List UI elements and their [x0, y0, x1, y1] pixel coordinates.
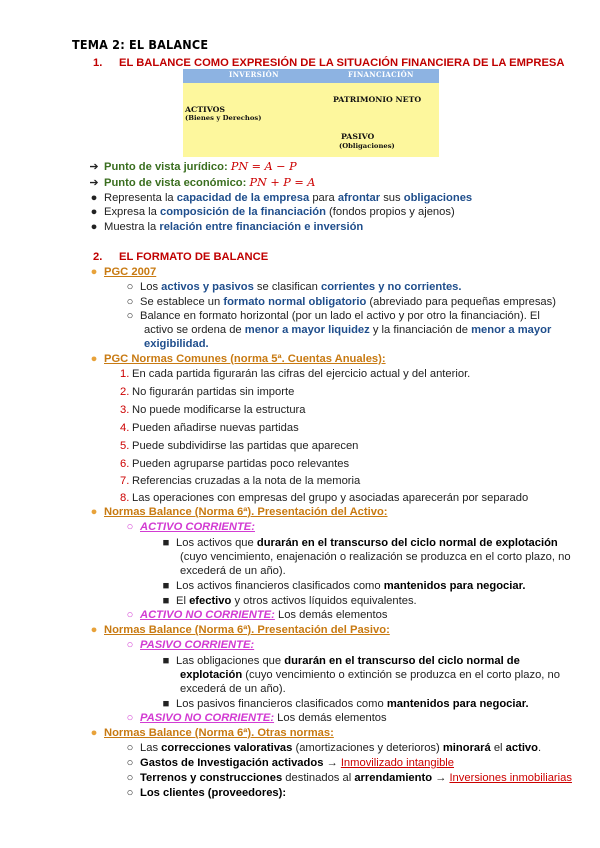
- otras-normas-heading: [84, 726, 334, 740]
- formula: PN + P = A: [249, 176, 316, 189]
- bullet-dot-icon: ●: [90, 727, 98, 739]
- page-title: TEMA 2: EL BALANCE: [72, 37, 209, 52]
- circle-bullet-icon: ○: [126, 772, 134, 784]
- arrow-icon: →: [323, 757, 341, 769]
- label-activos-sub: (Bienes y Derechos): [185, 114, 262, 122]
- bullet-capacidad: [84, 191, 472, 205]
- text: Los activos que: [176, 537, 257, 549]
- bullet-dot-icon: ●: [90, 221, 98, 233]
- text: y la financiación de: [369, 324, 472, 336]
- balance-figure: [183, 69, 439, 157]
- col-inversion: INVERSIÓN: [229, 70, 279, 79]
- text: Inversiones inmobiliarias: [449, 772, 572, 784]
- label-patrimonio-neto: PATRIMONIO NETO: [333, 95, 422, 104]
- text: durarán en el transcurso del ciclo normal de: [284, 655, 520, 667]
- normas-comunes-item: [120, 474, 360, 488]
- square-bullet-icon: ■: [162, 595, 170, 607]
- bullet-dot-icon: ●: [90, 353, 98, 365]
- arrow-icon: →: [432, 772, 450, 784]
- text: .: [538, 742, 542, 754]
- activo-corriente-item-1-line-3: excederá de un año).: [180, 565, 286, 577]
- circle-bullet-icon: ○: [126, 296, 134, 308]
- otras-normas-label: Normas Balance (Norma 6ª). Otras normas:: [104, 727, 334, 739]
- text: (fondos propios y ajenos): [325, 206, 455, 218]
- pgc2007-item-3-line-3: exigibilidad.: [144, 338, 209, 350]
- balance-figure-header: [183, 69, 439, 83]
- text: Los pasivos financieros clasificados como: [176, 698, 387, 710]
- normas-comunes-item: [120, 439, 358, 453]
- text: para: [309, 192, 338, 204]
- text: mantenidos para negociar.: [383, 580, 526, 592]
- text: El: [176, 595, 190, 607]
- activo-no-corriente: [120, 608, 387, 622]
- activo-corriente-item-1: [156, 536, 558, 550]
- text: sus: [380, 192, 404, 204]
- bullet-juridico: [84, 160, 297, 174]
- text: Inmovilizado intangible: [340, 757, 455, 769]
- pgc2007-heading: [84, 265, 156, 279]
- label-activos: ACTIVOS: [185, 105, 226, 114]
- activo-corriente-heading: [120, 520, 255, 534]
- text: arrendamiento: [354, 772, 433, 784]
- otras-item-4: [120, 786, 286, 800]
- pasivo-heading: [84, 623, 390, 637]
- bullet-dot-icon: ●: [90, 506, 98, 518]
- item-text: No figurarán partidas sin importe: [132, 386, 295, 398]
- item-number: 6.: [120, 458, 130, 470]
- section-2-heading: [93, 250, 268, 264]
- circle-bullet-icon: ○: [126, 742, 134, 754]
- square-bullet-icon: ■: [162, 655, 170, 667]
- item-text: Pueden añadirse nuevas partidas: [132, 422, 299, 434]
- activo-corriente-label: ACTIVO CORRIENTE:: [140, 521, 255, 533]
- item-text: Pueden agruparse partidas poco relevantes: [132, 458, 350, 470]
- activo-corriente-item-2: [156, 579, 525, 593]
- text: menor a mayor: [471, 324, 552, 336]
- otras-item-2: [120, 756, 454, 770]
- item-number: 5.: [120, 440, 130, 452]
- circle-bullet-icon: ○: [126, 281, 134, 293]
- text: composición de la financiación: [159, 206, 326, 218]
- normas-comunes-item: [120, 457, 349, 471]
- label-pasivo-sub: (Obligaciones): [339, 142, 395, 150]
- circle-bullet-icon: ○: [126, 609, 134, 621]
- label-pasivo: PASIVO: [341, 132, 375, 141]
- text: Terrenos y construcciones: [140, 772, 283, 784]
- text: activo se ordena de: [144, 324, 245, 336]
- item-number: 3.: [120, 404, 130, 416]
- text: Los: [140, 281, 162, 293]
- text: efectivo: [189, 595, 232, 607]
- text: se clasifican: [253, 281, 321, 293]
- item-text: Puede subdividirse las partidas que aparecen: [132, 440, 359, 452]
- circle-bullet-icon: ○: [126, 521, 134, 533]
- text: menor a mayor liquidez: [244, 324, 370, 336]
- square-bullet-icon: ■: [162, 537, 170, 549]
- normas-comunes-item: [120, 491, 528, 505]
- otras-item-3: [120, 771, 572, 785]
- pasivo-corriente-item-2: [156, 697, 529, 711]
- circle-bullet-icon: ○: [126, 310, 134, 322]
- text: Expresa la: [104, 206, 160, 218]
- square-bullet-icon: ■: [162, 580, 170, 592]
- circle-bullet-icon: ○: [126, 787, 134, 799]
- pasivo-no-corriente: [120, 711, 387, 725]
- text: relación entre financiación e inversión: [159, 221, 364, 233]
- bullet-composicion: [84, 205, 455, 219]
- pasivo-corriente-label: PASIVO CORRIENTE:: [140, 639, 255, 651]
- text: durarán en el transcurso del ciclo normal de explotación: [256, 537, 558, 549]
- normas-comunes-item: [120, 421, 299, 435]
- circle-bullet-icon: ○: [126, 712, 134, 724]
- pasivo-corriente-heading: [120, 638, 254, 652]
- text: Los clientes (proveedores):: [140, 787, 287, 799]
- arrow-icon: ➔: [89, 161, 99, 173]
- text: activo: [505, 742, 538, 754]
- otras-item-1: [120, 741, 541, 755]
- section-2-title: EL FORMATO DE BALANCE: [119, 251, 269, 263]
- pasivo-corriente-item-1: [156, 654, 520, 668]
- bullet-dot-icon: ●: [90, 206, 98, 218]
- square-bullet-icon: ■: [162, 698, 170, 710]
- text: afrontar: [337, 192, 381, 204]
- text: (abreviado para pequeñas empresas): [366, 296, 556, 308]
- pgc2007-item-1: [120, 280, 462, 294]
- section-2-number: 2.: [93, 251, 103, 263]
- text: activos y pasivos: [161, 281, 254, 293]
- normas-comunes-label: PGC Normas Comunes (norma 5ª. Cuentas Anuales):: [104, 353, 386, 365]
- text: Los demás elementos: [274, 609, 388, 621]
- text: el: [490, 742, 506, 754]
- pgc2007-item-2: [120, 295, 556, 309]
- section-1-title: EL BALANCE COMO EXPRESIÓN DE LA SITUACIÓN FINANCIERA DE LA EMPRESA: [119, 57, 565, 69]
- bullet-lead: Punto de vista económico:: [104, 177, 247, 189]
- text: corrientes y no corrientes.: [320, 281, 462, 293]
- text: Se establece un: [140, 296, 224, 308]
- bullet-dot-icon: ●: [90, 192, 98, 204]
- text: Balance en formato horizontal (por un lado el activo y por otro la financiación). El: [140, 310, 540, 322]
- text: (cuyo vencimiento o extinción se produzca en el corto plazo, no: [242, 669, 560, 681]
- item-text: No puede modificarse la estructura: [132, 404, 306, 416]
- section-1-number: 1.: [93, 57, 103, 69]
- text: Las: [140, 742, 162, 754]
- normas-comunes-item: [120, 403, 306, 417]
- activo-corriente-item-3: [156, 594, 417, 608]
- arrow-icon: ➔: [89, 177, 99, 189]
- text: (amortizaciones y deterioros): [292, 742, 443, 754]
- text: Los demás elementos: [274, 712, 387, 724]
- formula: PN = A − P: [230, 160, 297, 173]
- pgc2007-label: PGC 2007: [104, 266, 157, 278]
- text: y otros activos líquidos equivalentes.: [231, 595, 417, 607]
- text: obligaciones: [403, 192, 473, 204]
- bullet-lead: Punto de vista jurídico:: [104, 161, 228, 173]
- pgc2007-item-3-line-2: [144, 323, 551, 337]
- pasivo-corriente-item-1-line-3: excederá de un año).: [180, 683, 286, 695]
- item-number: 1.: [120, 368, 130, 380]
- activo-no-corriente-label: ACTIVO NO CORRIENTE:: [140, 609, 275, 621]
- text: Los activos financieros clasificados como: [176, 580, 384, 592]
- text: Representa la: [104, 192, 177, 204]
- normas-comunes-item: [120, 385, 294, 399]
- text: Muestra la: [104, 221, 160, 233]
- activo-label: Normas Balance (Norma 6ª). Presentación del Activo:: [104, 506, 388, 518]
- text: capacidad de la empresa: [176, 192, 310, 204]
- text: Gastos de Investigación activados: [140, 757, 324, 769]
- item-number: 7.: [120, 475, 130, 487]
- activo-heading: [84, 505, 388, 519]
- text: minorará: [442, 742, 491, 754]
- bullet-relacion: [84, 220, 363, 234]
- item-text: Las operaciones con empresas del grupo y asociadas aparecerán por separado: [132, 492, 529, 504]
- pasivo-no-corriente-label: PASIVO NO CORRIENTE:: [140, 712, 275, 724]
- pgc2007-item-3: [120, 309, 540, 323]
- text: mantenidos para negociar.: [386, 698, 529, 710]
- item-number: 4.: [120, 422, 130, 434]
- pasivo-label: Normas Balance (Norma 6ª). Presentación del Pasivo:: [104, 624, 390, 636]
- pasivo-corriente-item-1-line-2: [180, 668, 560, 682]
- item-number: 8.: [120, 492, 130, 504]
- item-number: 2.: [120, 386, 130, 398]
- circle-bullet-icon: ○: [126, 757, 134, 769]
- text: Las obligaciones que: [176, 655, 285, 667]
- section-1-heading: [93, 56, 564, 70]
- item-text: Referencias cruzadas a la nota de la memoria: [132, 475, 361, 487]
- text: destinados al: [282, 772, 355, 784]
- col-financiacion: FINANCIACIÓN: [348, 70, 414, 79]
- text: formato normal obligatorio: [223, 296, 367, 308]
- normas-comunes-heading: [84, 352, 386, 366]
- activo-corriente-item-1-line-2: (cuyo vencimiento, enajenación o realización se produzca en el corto plazo, no: [180, 551, 571, 563]
- text: explotación: [180, 669, 243, 681]
- bullet-dot-icon: ●: [90, 624, 98, 636]
- circle-bullet-icon: ○: [126, 639, 134, 651]
- bullet-economico: [84, 176, 315, 190]
- bullet-dot-icon: ●: [90, 266, 98, 278]
- text: correcciones valorativas: [161, 742, 293, 754]
- normas-comunes-item: [120, 367, 470, 381]
- item-text: En cada partida figurarán las cifras del ejercicio actual y del anterior.: [132, 368, 471, 380]
